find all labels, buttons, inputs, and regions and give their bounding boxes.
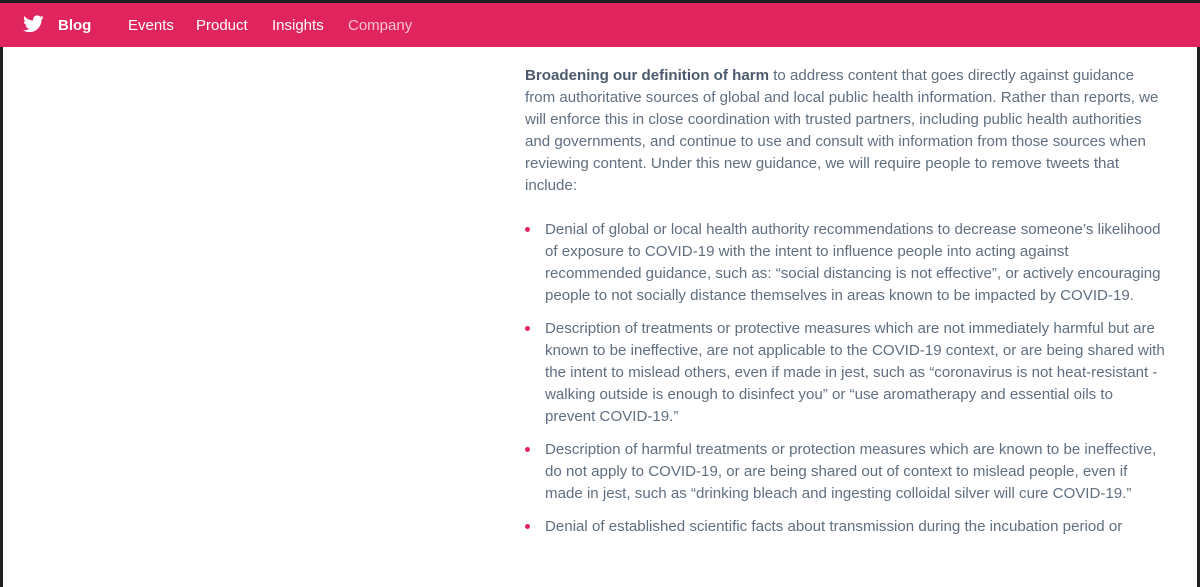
intro-text: to address content that goes directly against guidance from authoritative sources of global and local public health information. Rather than reports, we will enforce this in close coordination with trusted partners, including public health authorities and governments, and continue to use and consult with information from those sources when reviewing content. Under this new guidance, we will require people to remove tweets that include: xyxy=(525,67,1159,194)
list-item xyxy=(525,439,1165,505)
bullet-dot-icon xyxy=(525,227,530,232)
article-body xyxy=(525,65,1165,538)
nav-blog-link[interactable]: Blog xyxy=(58,17,92,34)
list-item xyxy=(525,318,1165,428)
nav-events-link[interactable]: Events xyxy=(128,17,174,34)
list-item-text: Description of treatments or protective measures which are not immediately harmful but are known to be ineffective, are not applicable to the COVID-19 context, or are being shared with the intent to mislead others, even if made in jest, such as “coronavirus is not heat-resistant - walking outside is enough to disinfect you” or “use aromatherapy and essential oils to prevent COVID-19.” xyxy=(545,320,1165,425)
bullet-dot-icon xyxy=(525,447,530,452)
list-item xyxy=(525,516,1165,538)
harm-list xyxy=(525,219,1165,538)
window-left-border xyxy=(0,47,3,587)
top-navigation-bar xyxy=(0,3,1200,47)
intro-paragraph xyxy=(525,65,1165,197)
nav-product-link[interactable]: Product xyxy=(196,17,248,34)
list-item xyxy=(525,219,1165,307)
list-item-text: Denial of global or local health authority recommendations to decrease someone’s likelihood of exposure to COVID-19 with the intent to influence people into acting against recommended guidance, such as: “social distancing is not effective”, or actively encouraging people to not socially distance themselves in areas known to be impacted by COVID-19. xyxy=(545,221,1161,304)
twitter-bird-icon[interactable] xyxy=(23,15,44,33)
list-item-text: Description of harmful treatments or protection measures which are known to be ineffective, do not apply to COVID-19, or are being shared out of context to mislead people, even if made in jest, such as “drinking bleach and ingesting colloidal silver will cure COVID-19.” xyxy=(545,441,1157,502)
nav-company-link[interactable]: Company xyxy=(348,17,413,34)
intro-bold-phrase: Broadening our definition of harm xyxy=(525,67,770,84)
nav-insights-link[interactable]: Insights xyxy=(272,17,324,34)
list-item-text: Denial of established scientific facts about transmission during the incubation period or xyxy=(545,518,1123,535)
bullet-dot-icon xyxy=(525,524,530,529)
bullet-dot-icon xyxy=(525,326,530,331)
